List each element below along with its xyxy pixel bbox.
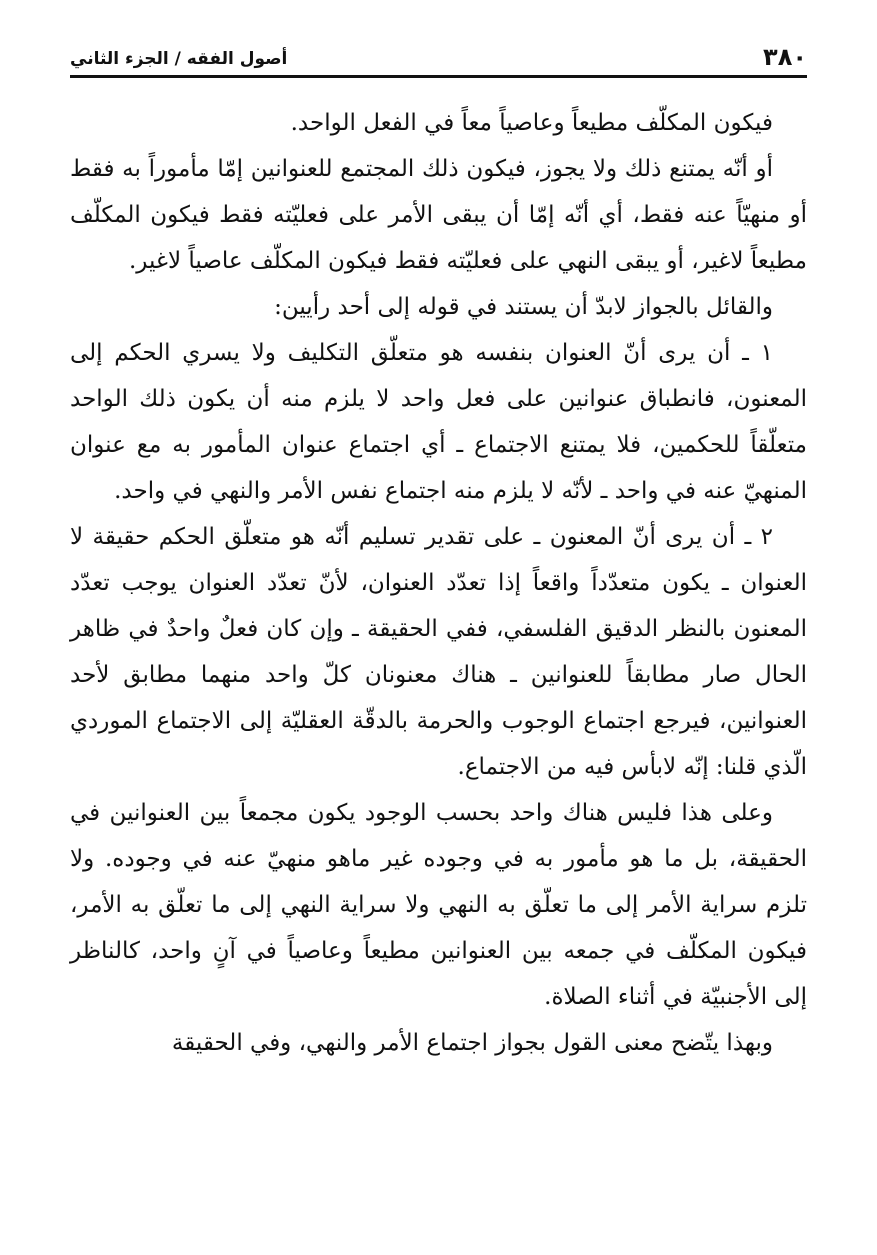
- paragraph-permissibility-intro: والقائل بالجواز لابدّ أن يستند في قوله إلى أحد رأيين:: [274, 294, 773, 320]
- paragraph-continuation: فيكون المكلّف مطيعاً وعاصياً معاً في الفعل الواحد.: [290, 110, 773, 136]
- paragraph-consequence: وعلى هذا فليس هناك واحد بحسب الوجود يكون مجمعاً بين العنوانين في الحقيقة، بل ما هو مأمور به في وجوده غير ماهو منهيّ عنه في وجوده. ولا تلزم سراية الأمر إلى ما تعلّق به النهي ولا سراية النهي إلى ما تعلّق به الأمر، فيكون المكلّف في جمعه بين العنوانين مطيعاً وعاصياً في آنٍ واحد، كالناظر إلى الأجنبيّة في أثناء الصلاة.: [70, 800, 807, 1010]
- body-text: [70, 100, 807, 1066]
- running-head: [70, 30, 807, 72]
- header-rule: [70, 75, 807, 78]
- book-title: أصول الفقه / الجزء الثاني: [70, 49, 288, 69]
- paragraph-first-view: ١ ـ أن يرى أنّ العنوان بنفسه هو متعلّق التكليف ولا يسري الحكم إلى المعنون، فانطباق عنوانين على فعل واحد لا يلزم منه أن يكون ذلك الواحد متعلّقاً للحكمين، فلا يمتنع الاجتماع ـ أي اجتماع عنوان المأمور به مع عنوان المنهيّ عنه في واحد ـ لأنّه لا يلزم منه اجتماع نفس الأمر والنهي في واحد.: [70, 340, 807, 504]
- paragraph-conclusion: وبهذا يتّضح معنى القول بجواز اجتماع الأمر والنهي، وفي الحقيقة: [171, 1030, 773, 1056]
- paragraph-prohibition-view: أو أنّه يمتنع ذلك ولا يجوز، فيكون ذلك المجتمع للعنوانين إمّا مأموراً به فقط أو منهيّاً عنه فقط، أي أنّه إمّا أن يبقى الأمر على فعليّته فقط فيكون المكلّف مطيعاً لاغير، أو يبقى النهي على فعليّته فقط فيكون المكلّف عاصياً لاغير.: [70, 156, 807, 274]
- paragraph-second-view: ٢ ـ أن يرى أنّ المعنون ـ على تقدير تسليم أنّه هو متعلّق الحكم حقيقة لا العنوان ـ يكون متعدّداً واقعاً إذا تعدّد العنوان، لأنّ تعدّد العنوان يوجب تعدّد المعنون بالنظر الدقيق الفلسفي، ففي الحقيقة ـ وإن كان فعلٌ واحدٌ في ظاهر الحال صار مطابقاً للعنوانين ـ هناك معنونان كلّ واحد منهما مطابق لأحد العنوانين، فيرجع اجتماع الوجوب والحرمة بالدقّة العقليّة إلى الاجتماع الموردي الّذي قلنا: إنّه لابأس فيه من الاجتماع.: [70, 524, 807, 780]
- page-number: ٣٨٠: [763, 43, 807, 71]
